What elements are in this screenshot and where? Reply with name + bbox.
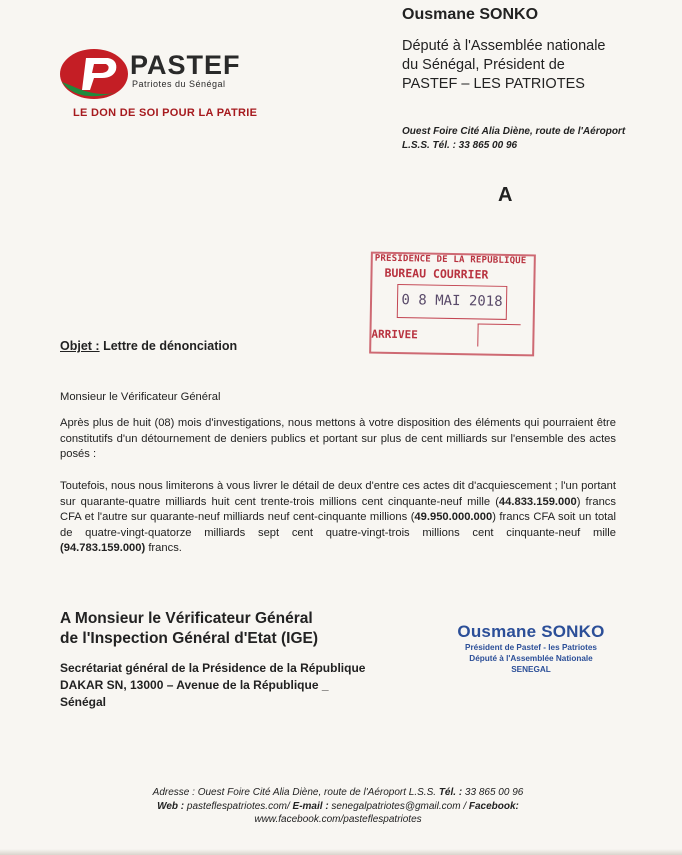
recipient-address: Secrétariat général de la Présidence de la République DAKAR SN, 13000 – Avenue de la République _ Sénégal [60,661,366,709]
party-motto: LE DON DE SOI POUR LA PATRIE [73,107,258,119]
stamp-office: PRESIDENCE DE LA REPUBLIQUE [374,253,527,267]
footer-address-label: Adresse : [152,787,195,798]
stamp-arrival: ARRIVEE [371,327,418,342]
footer-facebook-label: Facebook: [468,800,519,812]
sender-name: Ousmane SONKO [402,6,539,23]
stamp-date-box [397,284,508,320]
paragraph-2-part-3: ) francs CFA soit un total de quatre-vingt-quatorze milliards sept cent quatre-vingt-trois millions cent cinquante-neuf mille [60,511,616,539]
footer-line-2 [60,800,616,814]
sender-title: Député à l'Assemblée nationale du Sénégal, Président de PASTEF – LES PATRIOTES [402,38,606,92]
stamp-arrival-box [477,323,520,347]
subject-text: Lettre de dénonciation [103,339,238,353]
addressee-marker: A [498,184,513,206]
subject-label: Objet : [60,339,100,353]
footer-email: senegalpatriotes@gmail.com / [328,800,469,812]
paragraph-1: Après plus de huit (08) mois d'investigations, nous mettons à votre disposition des éléments qui pourraient être constitutifs d'un détournement de deniers publics et portant sur plus de cent milliards sur l'ensemble des actes posés : [60,417,616,460]
sender-address: Ouest Foire Cité Alia Diène, route de l'Aéroport L.S.S. Tél. : 33 865 00 96 [402,126,626,151]
reception-stamp [369,252,536,357]
amount-total: (94.783.159.000) [60,542,146,554]
footer [60,786,616,827]
pastef-logo [58,46,258,102]
logo-wordmark: PASTEF [130,50,241,80]
paragraph-2-part-4: francs. [145,542,182,554]
pastef-emblem-icon [58,46,132,102]
footer-facebook-url: www.facebook.com/pasteflespatriotes [254,814,422,825]
footer-web: pasteflespatriotes.com/ [184,800,293,812]
recipient-line-1: A Monsieur le Vérificateur Général [60,610,313,627]
subject-line [60,339,237,353]
paragraph-2-part-2: ) francs CFA et l'autre sur quarante-neuf milliards neuf cent-cinquante millions ( [60,495,616,523]
amount-1: 44.833.159.000 [498,495,577,508]
stamp-date: 0 8 MAI 2018 [401,292,503,310]
paragraph-2-part-1: Toutefois, nous nous limiterons à vous livrer le détail de deux d'entre ces actes dit d'acquiescement ; l'un portant sur quarante-quatre milliards huit cent trente-trois millions cent cinquante-neuf mille ( [60,480,616,508]
salutation: Monsieur le Vérificateur Général [60,391,221,403]
signature-line-2: Député à l'Assemblée Nationale [469,654,593,663]
stamp-bureau: BUREAU COURRIER [384,265,489,282]
footer-web-label: Web : [157,800,185,812]
signature-stamp [446,622,616,675]
signature-line-3: SENEGAL [511,665,551,674]
paragraph-2 [60,479,616,557]
footer-tel: 33 865 00 96 [462,787,524,798]
page-edge [0,849,682,855]
amount-2: 49.950.000.000 [414,511,493,523]
signature-name: Ousmane SONKO [457,622,605,641]
recipient-line-2: de l'Inspection Général d'Etat (IGE) [60,630,318,647]
signature-line-1: Président de Pastef - les Patriotes [465,643,597,652]
footer-line-1 [60,786,616,800]
footer-address: Ouest Foire Cité Alia Diène, route de l'Aéroport L.S.S. [194,787,439,798]
footer-tel-label: Tél. : [438,787,463,798]
footer-email-label: E-mail : [292,800,329,812]
recipient-block [60,609,318,649]
logo-subtitle: Patriotes du Sénégal [132,79,226,89]
